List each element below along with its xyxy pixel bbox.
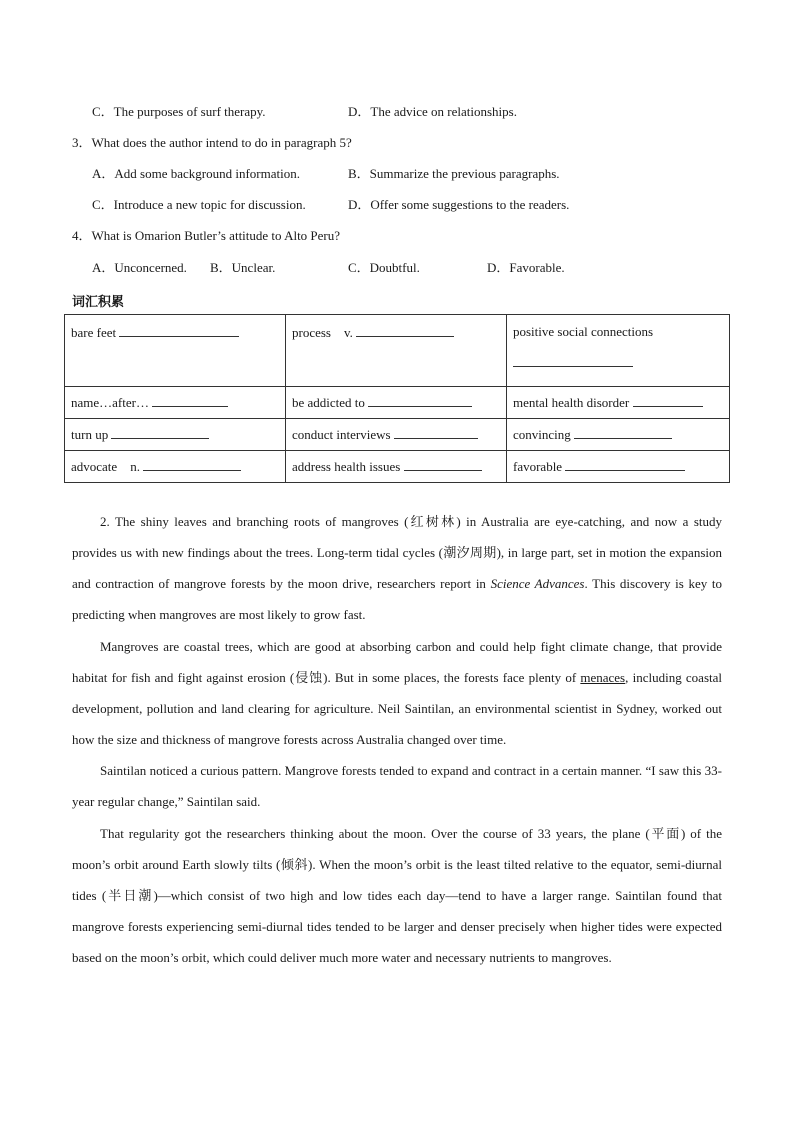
q2-option-c: C．The purposes of surf therapy.	[92, 104, 266, 119]
q2-option-d: D．The advice on relationships.	[348, 104, 517, 119]
vocab-cell: convincing	[507, 419, 730, 451]
answer-blank[interactable]	[565, 458, 685, 471]
q4-option-a: A．Unconcerned.	[92, 260, 187, 275]
q4-option-d: D．Favorable.	[487, 260, 565, 275]
passage-paragraph-2: Mangroves are coastal trees, which are good at absorbing carbon and could help fight climate change, that provide habitat for fish and fight against erosion (侵蚀). But in some places, the forests face plenty of menaces, including coastal development, pollution and land clearing for agriculture. Neil Saintilan, an environmental scientist in Sydney, worked out how the size and thickness of mangrove forests across Australia changed over time.	[72, 639, 722, 747]
vocab-cell: mental health disorder	[507, 387, 730, 419]
vocab-cell: be addicted to	[286, 387, 507, 419]
underlined-word: menaces	[580, 670, 626, 685]
q3-option-c: C．Introduce a new topic for discussion.	[92, 197, 306, 212]
q3-stem: 3．What does the author intend to do in paragraph 5?	[72, 135, 352, 150]
vocab-cell: name…after…	[65, 387, 286, 419]
answer-blank[interactable]	[394, 426, 478, 439]
q3-option-a: A．Add some background information.	[92, 166, 300, 181]
vocab-cell: process v.	[286, 315, 507, 387]
journal-name: Science Advances	[490, 576, 585, 591]
vocab-cell: bare feet	[65, 315, 286, 387]
answer-blank[interactable]	[633, 394, 703, 407]
table-row	[65, 419, 730, 451]
answer-blank[interactable]	[356, 324, 454, 337]
vocab-cell: advocate n.	[65, 451, 286, 483]
vocab-cell: favorable	[507, 451, 730, 483]
vocab-cell: positive social connections	[507, 315, 730, 387]
table-row	[65, 315, 730, 387]
vocab-cell: turn up	[65, 419, 286, 451]
answer-blank[interactable]	[111, 426, 209, 439]
vocab-cell: address health issues	[286, 451, 507, 483]
q3-option-b: B．Summarize the previous paragraphs.	[348, 166, 560, 181]
answer-blank[interactable]	[513, 354, 633, 367]
q4-option-c: C．Doubtful.	[348, 260, 420, 275]
passage-paragraph-1: 2. The shiny leaves and branching roots of mangroves (红树林) in Australia are eye-catching, and now a study provides us with new findings about the trees. Long-term tidal cycles (潮汐周期), in large part, set in motion the expansion and contraction of mangrove forests by the moon drive, researchers report in Science Advances. This discovery is key to predicting when mangroves are most likely to grow fast.	[72, 514, 722, 622]
q4-option-b: B．Unclear.	[210, 260, 276, 275]
vocab-title: 词汇积累	[72, 295, 125, 310]
answer-blank[interactable]	[574, 426, 672, 439]
answer-blank[interactable]	[119, 324, 239, 337]
answer-blank[interactable]	[368, 394, 472, 407]
q4-stem: 4．What is Omarion Butler’s attitude to Alto Peru?	[72, 228, 341, 243]
vocab-cell: conduct interviews	[286, 419, 507, 451]
answer-blank[interactable]	[152, 394, 228, 407]
q3-option-d: D．Offer some suggestions to the readers.	[348, 197, 570, 212]
table-row	[65, 451, 730, 483]
passage-paragraph-4: That regularity got the researchers thinking about the moon. Over the course of 33 years, the plane (平面) of the moon’s orbit around Earth slowly tilts (倾斜). When the moon’s orbit is the least tilted relative to the equator, semi-diurnal tides (半日潮)—which consist of two high and low tides each day—tend to have a larger range. Saintilan found that mangrove forests experiencing semi-diurnal tides tended to be larger and denser precisely when higher tides were expected based on the moon’s orbit, which could deliver much more water and necessary nutrients to mangroves.	[72, 826, 722, 965]
answer-blank[interactable]	[404, 458, 482, 471]
passage-paragraph-3: Saintilan noticed a curious pattern. Mangrove forests tended to expand and contract in a certain manner. “I saw this 33-year regular change,” Saintilan said.	[72, 763, 722, 809]
vocab-table	[64, 314, 730, 483]
answer-blank[interactable]	[143, 458, 241, 471]
table-row	[65, 387, 730, 419]
